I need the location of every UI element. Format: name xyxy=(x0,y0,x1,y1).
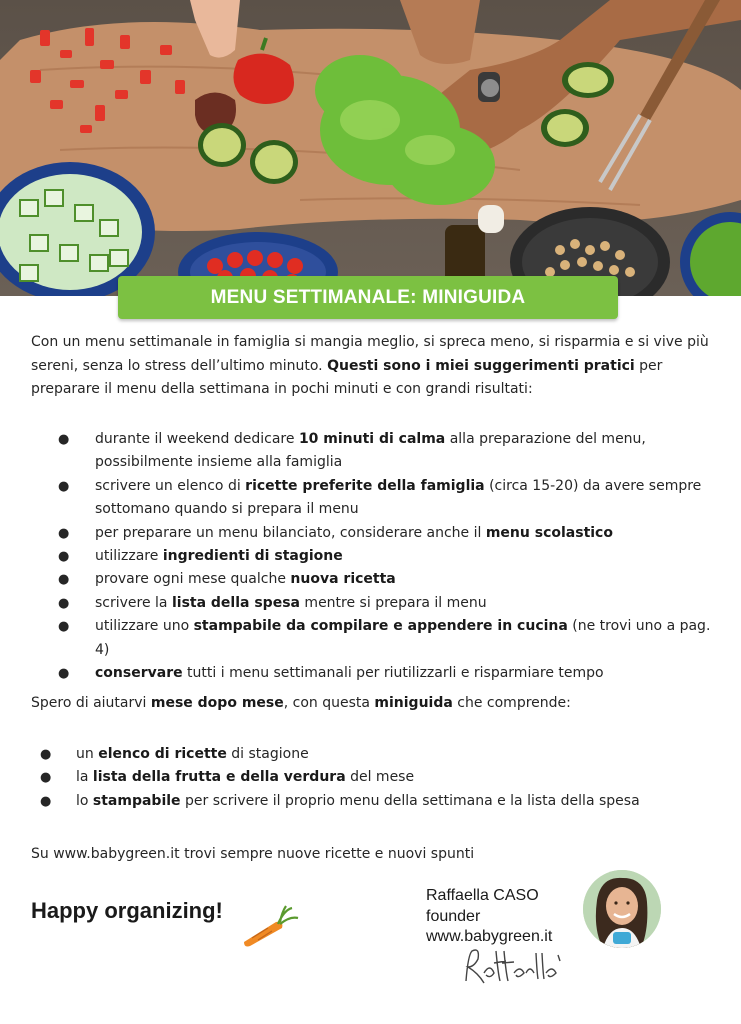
carrot-icon xyxy=(240,904,300,948)
author-name: Raffaella CASO xyxy=(426,887,539,904)
tips-0-text-2: alla preparazione del menu, possibilmente insieme alla famiglia xyxy=(95,431,646,471)
tips-7-text-1: tutti i menu settimanali per riutilizzarli e risparmiare tempo xyxy=(182,665,604,682)
includes-0-text-2: di stagione xyxy=(226,746,309,762)
tips-item-0 xyxy=(58,428,718,475)
tips-6-text-2: (ne trovi uno a pag. 4) xyxy=(95,618,711,658)
includes-1-text-0: la xyxy=(76,769,93,786)
bullet-icon: ● xyxy=(58,432,70,447)
includes-list xyxy=(40,743,700,813)
tips-1-text-2: (circa 15-20) da avere sempre sottomano quando si prepara il menu xyxy=(95,477,702,518)
tips-2-bold-1: menu scolastico xyxy=(485,524,613,541)
closing-text: Happy organizing! xyxy=(31,898,223,923)
hero-photo xyxy=(0,0,741,296)
tips-4-bold-1: nuova ricetta xyxy=(290,571,396,588)
tips-item-1 xyxy=(58,475,718,522)
tips-item-3 xyxy=(58,545,718,568)
tips-7-bold-0: conservare xyxy=(95,665,183,682)
tips-0-text-0: durante il weekend dedicare xyxy=(95,431,299,447)
tips-4-text-0: provare ogni mese qualche xyxy=(95,571,291,588)
includes-1-bold-1: lista della frutta e della verdura xyxy=(92,769,346,786)
tips-3-text-0: utilizzare xyxy=(95,548,163,565)
hope-bold-1: mese dopo mese xyxy=(150,695,284,711)
bullet-icon: ● xyxy=(58,619,70,635)
intro-text-2: per preparare il menu della settimana in pochi minuti e con grandi risultati: xyxy=(31,357,663,397)
bullet-icon: ● xyxy=(58,478,70,494)
bullet-icon: ● xyxy=(58,595,70,611)
page-title: MENU SETTIMANALE: MINIGUIDA xyxy=(210,286,526,308)
includes-0-bold-1: elenco di ricette xyxy=(98,746,227,762)
signature-block xyxy=(426,886,552,948)
author-avatar xyxy=(583,870,661,948)
bullet-icon: ● xyxy=(58,572,70,588)
bullet-icon: ● xyxy=(40,793,52,809)
includes-item-1 xyxy=(40,766,700,789)
hope-text-2: , con questa xyxy=(283,695,375,711)
includes-2-bold-1: stampabile xyxy=(92,792,181,809)
includes-0-text-0: un xyxy=(76,746,99,762)
website-line: Su www.babygreen.it trovi sempre nuove ricette e nuovi spunti xyxy=(31,846,475,862)
tips-6-bold-1: stampabile da compilare e appendere in cucina xyxy=(193,618,568,635)
intro-text-0: Con un menu settimanale in famiglia si mangia meglio, si spreca meno, si risparmia e si vive più sereni, senza lo stress dell’ultimo minuto. xyxy=(31,334,709,374)
bullet-icon: ● xyxy=(58,525,70,541)
tips-5-bold-1: lista della spesa xyxy=(171,594,300,611)
includes-item-2 xyxy=(40,790,700,813)
hope-text-0: Spero di aiutarvi xyxy=(31,695,151,711)
tips-item-7 xyxy=(58,662,718,685)
bullet-icon: ● xyxy=(58,666,70,682)
tips-item-6 xyxy=(58,615,718,662)
tips-6-text-0: utilizzare uno xyxy=(95,618,194,635)
bullet-icon: ● xyxy=(40,747,52,762)
bullet-icon: ● xyxy=(40,770,52,786)
tips-5-text-0: scrivere la xyxy=(95,594,172,611)
hope-text-4: che comprende: xyxy=(452,695,571,711)
tips-2-text-0: per preparare un menu bilanciato, considerare anche il xyxy=(95,524,486,541)
hope-bold-3: miniguida xyxy=(374,695,453,711)
tips-item-2 xyxy=(58,522,718,545)
handwritten-signature xyxy=(460,943,570,989)
miniguide-paragraph xyxy=(31,692,721,716)
tips-5-text-2: mentre si prepara il menu xyxy=(299,594,487,611)
title-banner xyxy=(118,276,618,319)
intro-paragraph xyxy=(31,331,721,402)
tips-list xyxy=(58,428,718,685)
tips-1-text-0: scrivere un elenco di xyxy=(95,477,246,494)
author-role: founder xyxy=(426,907,481,925)
intro-bold-1: Questi sono i miei suggerimenti pratici xyxy=(327,357,635,374)
tips-0-bold-1: 10 minuti di calma xyxy=(298,431,446,447)
includes-1-text-2: del mese xyxy=(345,769,415,786)
author-website: www.babygreen.it xyxy=(426,928,553,945)
tips-1-bold-1: ricette preferite della famiglia xyxy=(245,477,485,494)
bullet-icon: ● xyxy=(58,549,70,565)
includes-item-0 xyxy=(40,743,700,766)
kitchen-table-illustration xyxy=(0,0,741,296)
tips-item-4 xyxy=(58,568,718,591)
includes-2-text-0: lo xyxy=(76,792,93,809)
tips-3-bold-1: ingredienti di stagione xyxy=(162,548,343,565)
avatar-photo xyxy=(583,870,661,948)
tips-item-5 xyxy=(58,592,718,615)
includes-2-text-2: per scrivere il proprio menu della settimana e la lista della spesa xyxy=(180,792,640,809)
